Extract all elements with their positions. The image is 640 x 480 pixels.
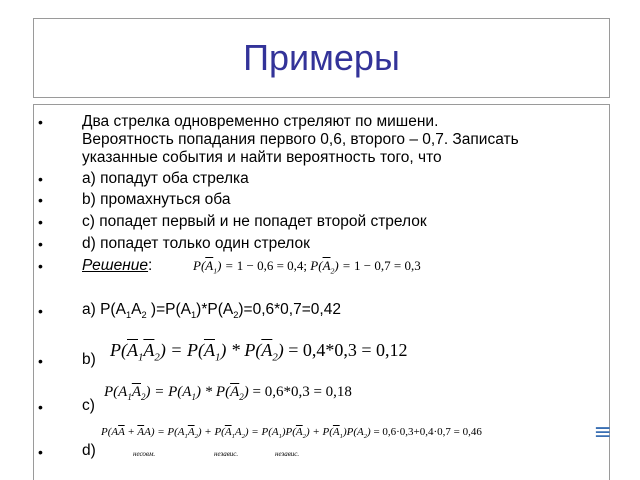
formula-d: $P(A\overline{A} + \overline{A}A) = P(A_1\overline{A}_2) + P(\overline{A}_1A_2) = P(A_1)P(\overline{A}_2) + P(\overline{A}_1)P(A_2) = 0,6\cdot 0,3+0,4\cdot 0,7 = 0,46$ [101,426,482,441]
item-c: c) попадет первый и не попадет второй стрелок [82,213,427,230]
bullet: • [38,192,43,208]
formula-b: $P(\overline{A}_1\overline{A}_2) = P(\overline{A}_1) * P(\overline{A}_2) = 0,4*0,3 = 0,12$ [110,340,408,364]
bullet: • [38,353,43,369]
solution-b-label: b) [82,351,96,368]
bullet: • [38,114,43,130]
problem-line-2: Вероятность попадания первого 0,6, второго – 0,7. Записать [82,131,519,148]
problem-line-1: Два стрелка одновременно стреляют по мишени. [82,113,439,130]
note-independent-1: независ. [214,450,239,458]
item-b: b) промахнуться оба [82,191,231,208]
solution-a: a) $P(A_1A_2$ )$=P(A_1)*P(A_2)=0,6*0,7=0,42$ [82,301,341,321]
bullet: • [38,258,43,274]
bullet: • [38,399,43,415]
slide-title: Примеры [243,37,400,78]
solution-d-label: d) [82,442,96,459]
bullet: • [38,214,43,230]
formula-complements: $P(\overline{A}_1) = 1 - 0,6 = 0,4$; $P(\overline{A}_2) = 1 - 0,7 = 0,3$ [193,258,421,276]
item-a: a) попадут оба стрелка [82,170,249,187]
note-incompatible: несовм. [133,450,156,458]
bullet: • [38,171,43,187]
logo-icon: ≡ [593,420,612,445]
solution-label: Решение: [82,257,153,274]
formula-c: $P(A_1\overline{A}_2) = P(A_1) * P(\overline{A}_2) = 0,6*0,3 = 0,18$ [104,384,352,402]
note-independent-2: независ. [275,450,300,458]
item-d: d) попадет только один стрелок [82,235,310,252]
solution-c-label: c) [82,397,95,414]
bullet: • [38,444,43,460]
bullet: • [38,303,43,319]
title-box [33,18,610,98]
bullet: • [38,236,43,252]
problem-line-3: указанные события и найти вероятность того, что [82,149,442,166]
